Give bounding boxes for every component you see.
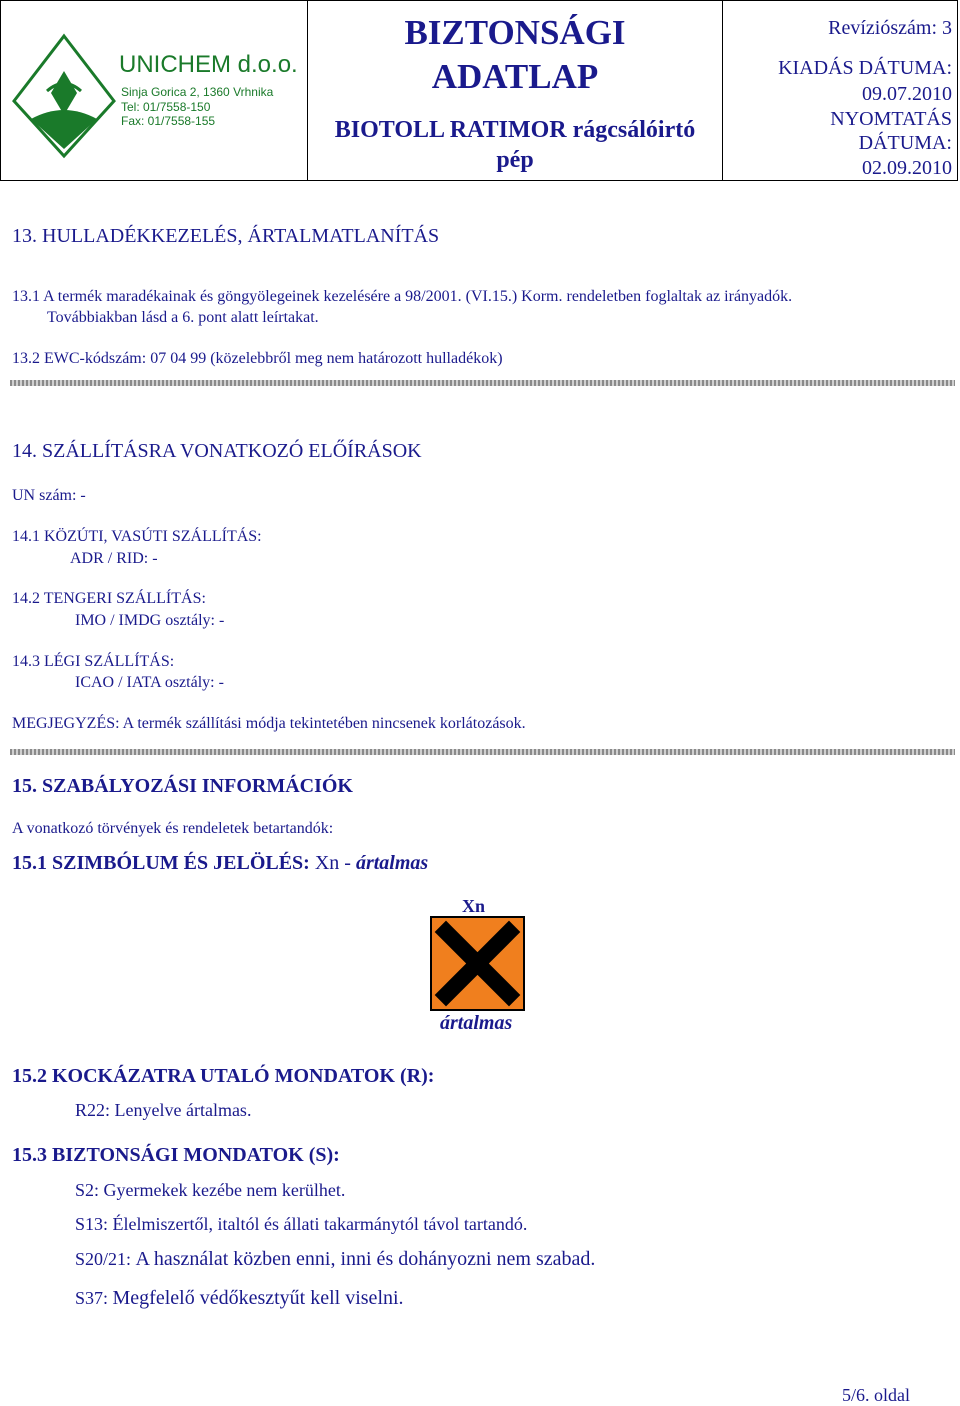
road-transport-title: 14.1 KÖZÚTI, VASÚTI SZÁLLÍTÁS: xyxy=(12,528,262,545)
section-15-intro: A vonatkozó törvények és rendeletek betartandók: xyxy=(12,820,334,837)
company-tel: Tel: 01/7558-150 xyxy=(121,100,211,114)
s-phrases-title: 15.3 BIZTONSÁGI MONDATOK (S): xyxy=(12,1144,340,1166)
issue-date-label: KIADÁS DÁTUMA: xyxy=(778,57,952,79)
s37-text: Megfelelő védőkesztyűt kell viselni. xyxy=(112,1287,404,1309)
s2-phrase: S2: Gyermekek kezébe nem kerülhet. xyxy=(75,1180,346,1200)
sea-transport-value: IMO / IMDG osztály: - xyxy=(75,612,225,629)
r22-phrase: R22: Lenyelve ártalmas. xyxy=(75,1100,252,1120)
harmful-x-pictogram-icon xyxy=(430,916,525,1011)
section-13-title: 13. HULLADÉKKEZELÉS, ÁRTALMATLANÍTÁS xyxy=(12,225,440,247)
symbol-label: 15.1 SZIMBÓLUM ÉS JELÖLÉS: xyxy=(12,852,310,874)
document-title-line1: BIZTONSÁGI xyxy=(404,13,626,52)
page-number: 5/6. oldal xyxy=(842,1385,910,1405)
s37-code: S37: xyxy=(75,1288,113,1308)
s13-phrase: S13: Élelmiszertől, italtól és állati takarmánytól távol tartandó. xyxy=(75,1214,528,1234)
section-13-2: 13.2 EWC-kódszám: 07 04 99 (közelebbről meg nem határozott hulladékok) xyxy=(12,350,503,367)
road-transport-value: ADR / RID: - xyxy=(70,550,158,567)
product-name-line2: pép xyxy=(496,147,534,173)
transport-note: MEGJEGYZÉS: A termék szállítási módja tekintetében nincsenek korlátozások. xyxy=(12,715,526,732)
print-date: 02.09.2010 xyxy=(862,157,952,179)
pictogram-caption: ártalmas xyxy=(440,1012,513,1034)
document-title-block xyxy=(307,1,723,180)
symbol-name: ártalmas xyxy=(355,852,429,874)
symbol-code: Xn xyxy=(314,852,340,874)
un-number: UN szám: - xyxy=(12,487,86,504)
sea-transport-title: 14.2 TENGERI SZÁLLÍTÁS: xyxy=(12,590,206,607)
print-date-label-1: NYOMTATÁS xyxy=(830,108,952,130)
unichem-logo-icon xyxy=(9,31,119,161)
section-divider xyxy=(10,380,955,386)
document-title-line2: ADATLAP xyxy=(431,57,599,96)
s37-phrase xyxy=(75,1287,404,1310)
section-15-title: 15. SZABÁLYOZÁSI INFORMÁCIÓK xyxy=(12,775,353,797)
air-transport-title: 14.3 LÉGI SZÁLLÍTÁS: xyxy=(12,653,175,670)
revision-block xyxy=(722,1,957,180)
air-transport-value: ICAO / IATA osztály: - xyxy=(75,674,224,691)
symbol-dash: - xyxy=(339,852,356,874)
issue-date: 09.07.2010 xyxy=(862,83,952,105)
pictogram-code: Xn xyxy=(462,896,486,916)
s20-21-code: S20/21: xyxy=(75,1249,136,1269)
section-divider xyxy=(10,749,955,755)
section-13-1-line2: Továbbiakban lásd a 6. pont alatt leírtakat. xyxy=(47,309,319,326)
s20-21-phrase xyxy=(75,1248,595,1271)
section-13-1-line1: 13.1 A termék maradékainak és göngyölegeinek kezelésére a 98/2001. (VI.15.) Korm. rendeletben foglaltak az irányadók. xyxy=(12,288,793,305)
section-14-title: 14. SZÁLLÍTÁSRA VONATKOZÓ ELŐÍRÁSOK xyxy=(12,440,422,462)
company-name: UNICHEM d.o.o. xyxy=(119,51,298,78)
company-block xyxy=(1,1,306,180)
symbol-line xyxy=(12,852,428,875)
document-header xyxy=(0,0,958,181)
revision-number: Revíziószám: 3 xyxy=(828,17,952,39)
r-phrases-title: 15.2 KOCKÁZATRA UTALÓ MONDATOK (R): xyxy=(12,1065,435,1087)
print-date-label-2: DÁTUMA: xyxy=(858,132,952,154)
company-address: Sinja Gorica 2, 1360 Vrhnika xyxy=(121,85,274,99)
product-name-line1: BIOTOLL RATIMOR rágcsálóirtó xyxy=(334,117,696,143)
company-fax: Fax: 01/7558-155 xyxy=(121,114,216,128)
s20-21-text: A használat közben enni, inni és dohányozni nem szabad. xyxy=(135,1248,596,1270)
